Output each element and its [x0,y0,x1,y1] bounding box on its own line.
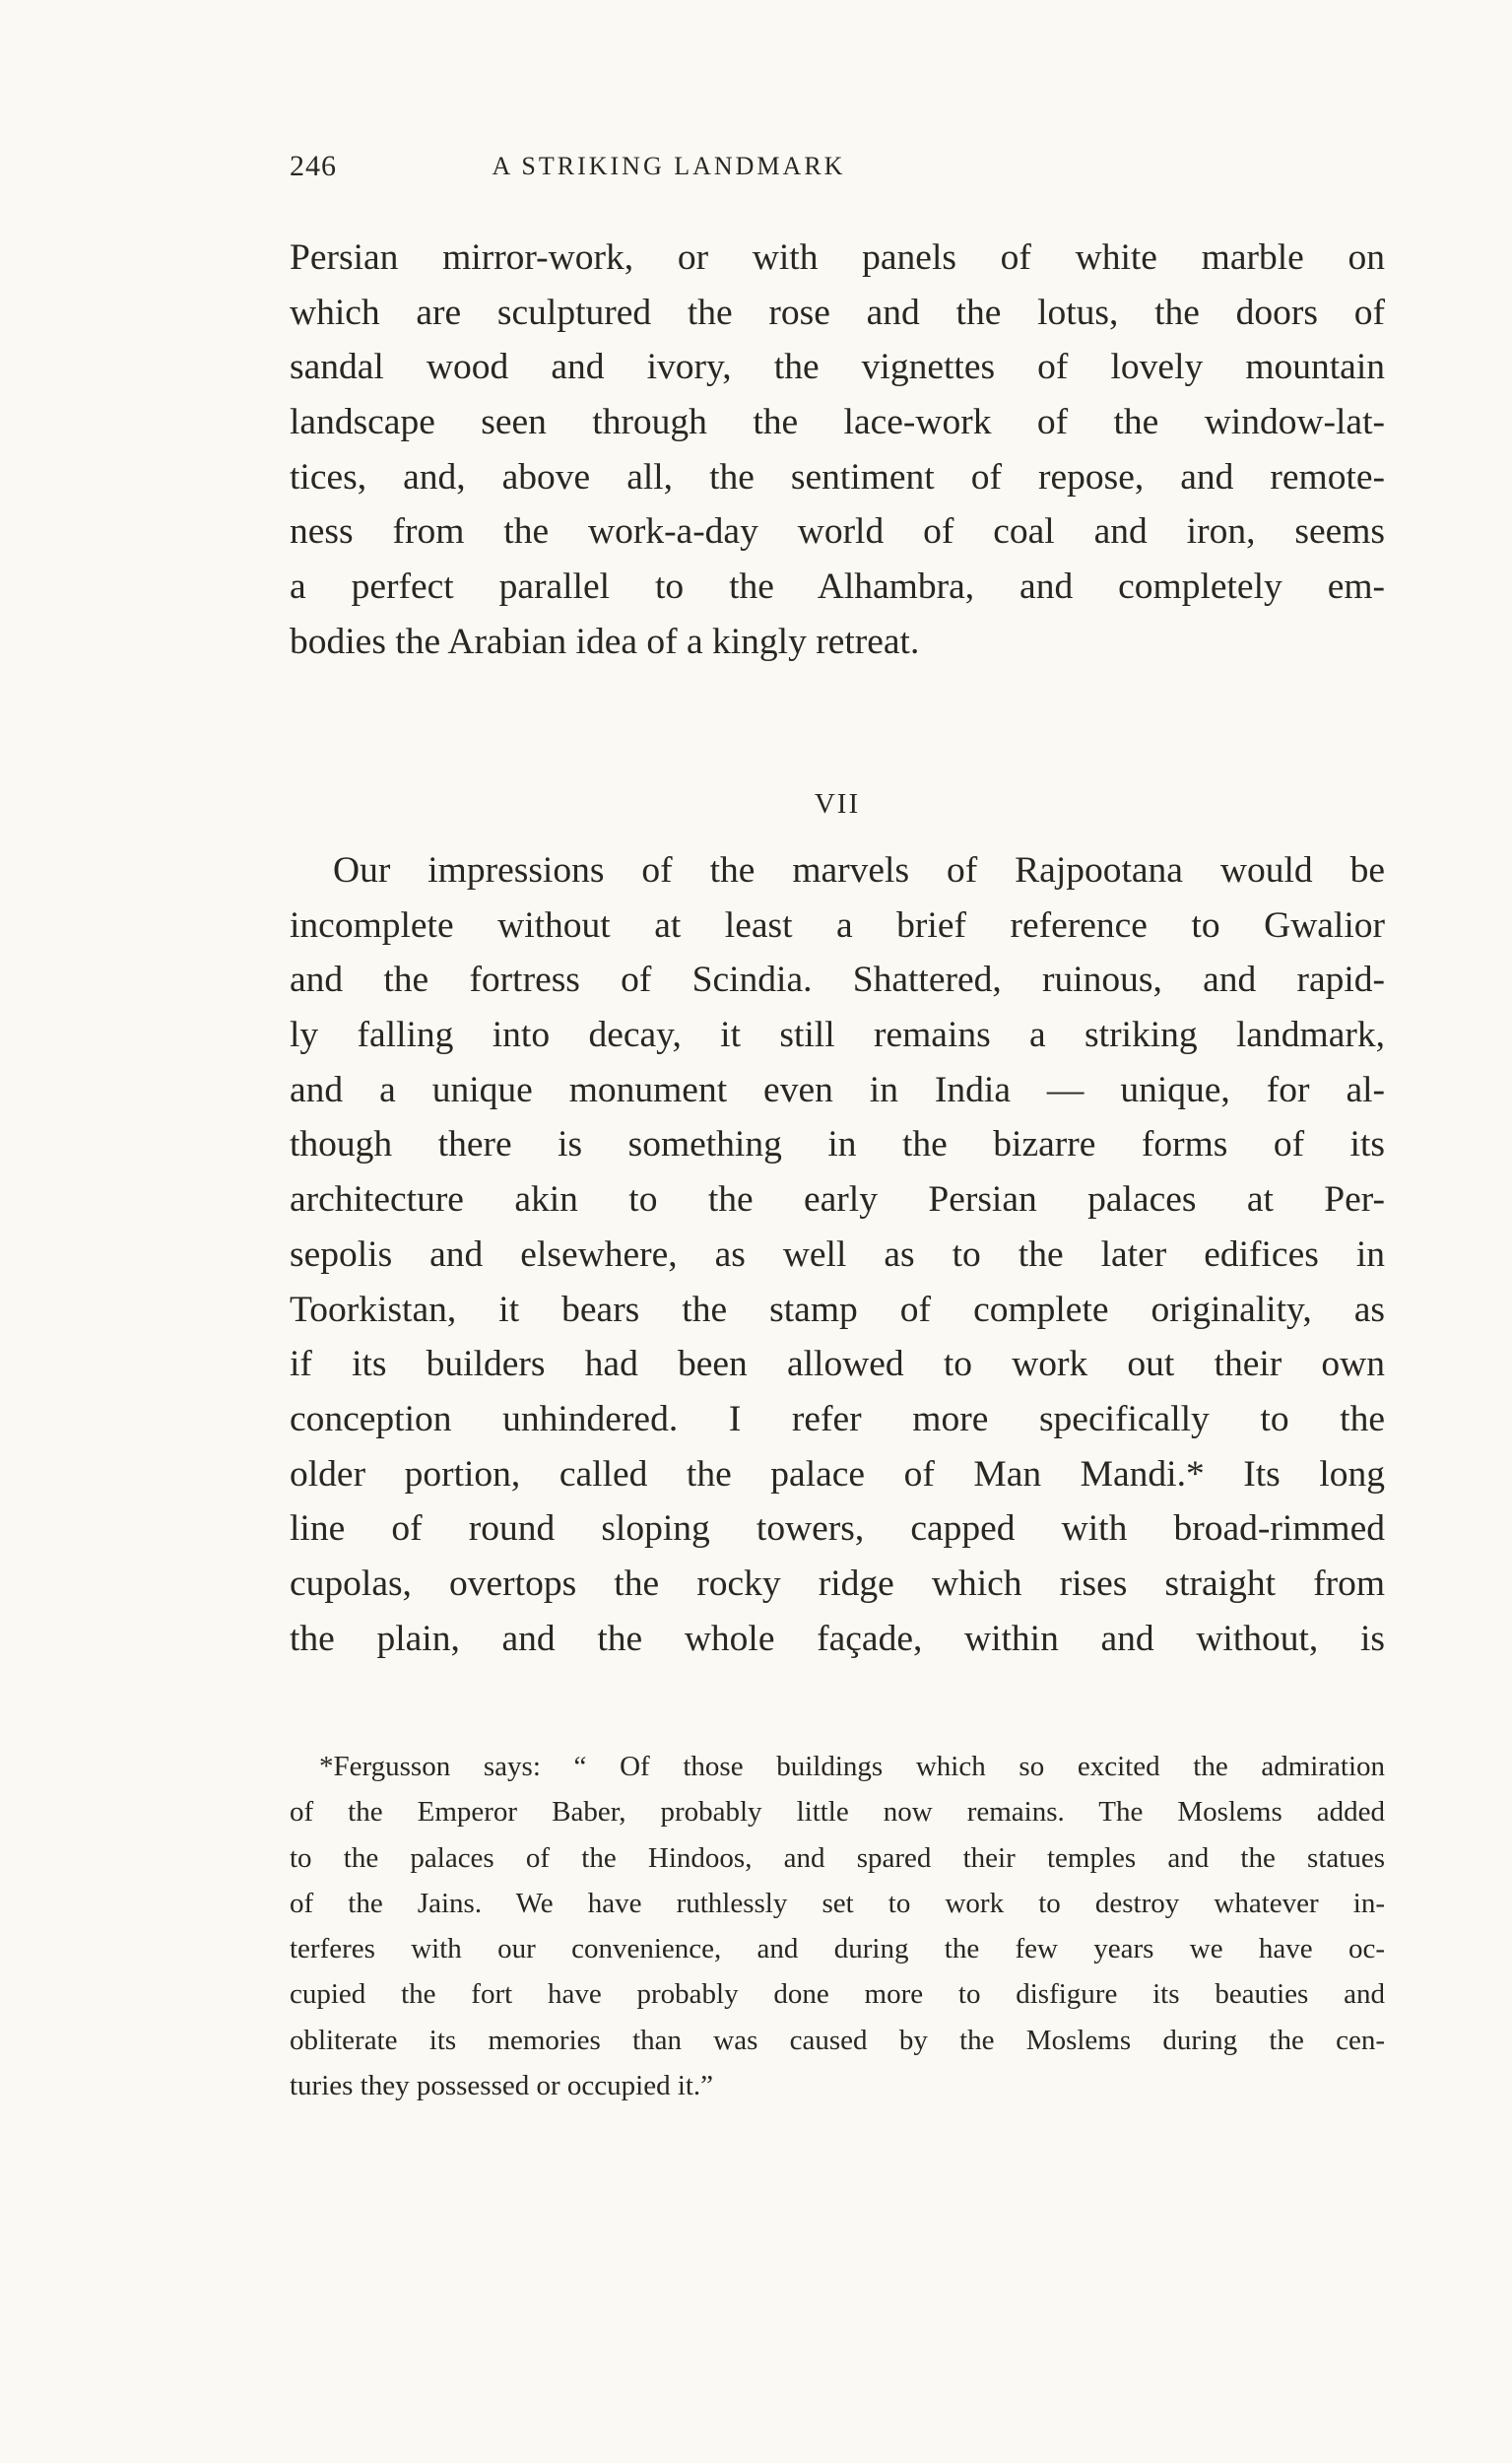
text-line: cupolas, overtops the rocky ridge which rises straight from [290,1563,1385,1604]
running-head: A STRIKING LANDMARK [492,152,846,180]
text-line: which are sculptured the rose and the lotus, the doors of [290,292,1385,333]
footnote-line: to the palaces of the Hindoos, and spared their temples and the statues [290,1841,1385,1874]
footnote-line: terferes with our convenience, and during the few years we have oc- [290,1933,1385,1965]
text-line: line of round sloping towers, capped with broad-rimmed [290,1508,1385,1550]
text-line: if its builders had been allowed to work out their own [290,1344,1385,1385]
section-number: VII [814,788,861,820]
footnote-line: of the Jains. We have ruthlessly set to work to destroy whatever in- [290,1887,1385,1919]
footnote-line: obliterate its memories than was caused by the Moslems during the cen- [290,2024,1385,2056]
text-line: older portion, called the palace of Man Mandi.* Its long [290,1453,1385,1495]
text-line: a perfect parallel to the Alhambra, and completely em- [290,566,1385,608]
footnote [290,1744,1385,2108]
text-line: sepolis and elsewhere, as well as to the later edifices in [290,1233,1385,1275]
text-line: conception unhindered. I refer more specifically to the [290,1398,1385,1439]
page-header [290,150,1048,189]
text-line: architecture akin to the early Persian palaces at Per- [290,1179,1385,1221]
text-line: incomplete without at least a brief reference to Gwalior [290,904,1385,946]
text-line: sandal wood and ivory, the vignettes of lovely mountain [290,347,1385,388]
paragraph-2 [290,843,1385,1666]
page-number: 246 [290,150,337,182]
text-line: bodies the Arabian idea of a kingly retreat. [290,621,920,662]
text-line: ly falling into decay, it still remains a striking landmark, [290,1015,1385,1056]
text-line: Our impressions of the marvels of Rajpootana would be [333,850,1385,891]
text-line: and a unique monument even in India — unique, for al- [290,1069,1385,1110]
text-line: tices, and, above all, the sentiment of repose, and remote- [290,456,1385,498]
footnote-line: of the Emperor Baber, probably little now remains. The Moslems added [290,1796,1385,1829]
text-line: the plain, and the whole façade, within and without, is [290,1618,1385,1659]
footnote-line: turies they possessed or occupied it.” [290,2070,714,2102]
text-line: though there is something in the bizarre forms of its [290,1124,1385,1165]
text-line: ness from the work-a-day world of coal and iron, seems [290,511,1385,553]
text-line: and the fortress of Scindia. Shattered, ruinous, and rapid- [290,960,1385,1001]
footnote-line: cupied the fort have probably done more to disfigure its beauties and [290,1978,1385,2011]
text-line: landscape seen through the lace-work of the window-lat- [290,402,1385,443]
paragraph-1 [290,231,1385,670]
footnote-line: *Fergusson says: “ Of those buildings which so excited the admiration [319,1751,1385,1782]
text-line: Toorkistan, it bears the stamp of complete originality, as [290,1289,1385,1330]
text-line: Persian mirror-work, or with panels of white marble on [290,237,1385,278]
